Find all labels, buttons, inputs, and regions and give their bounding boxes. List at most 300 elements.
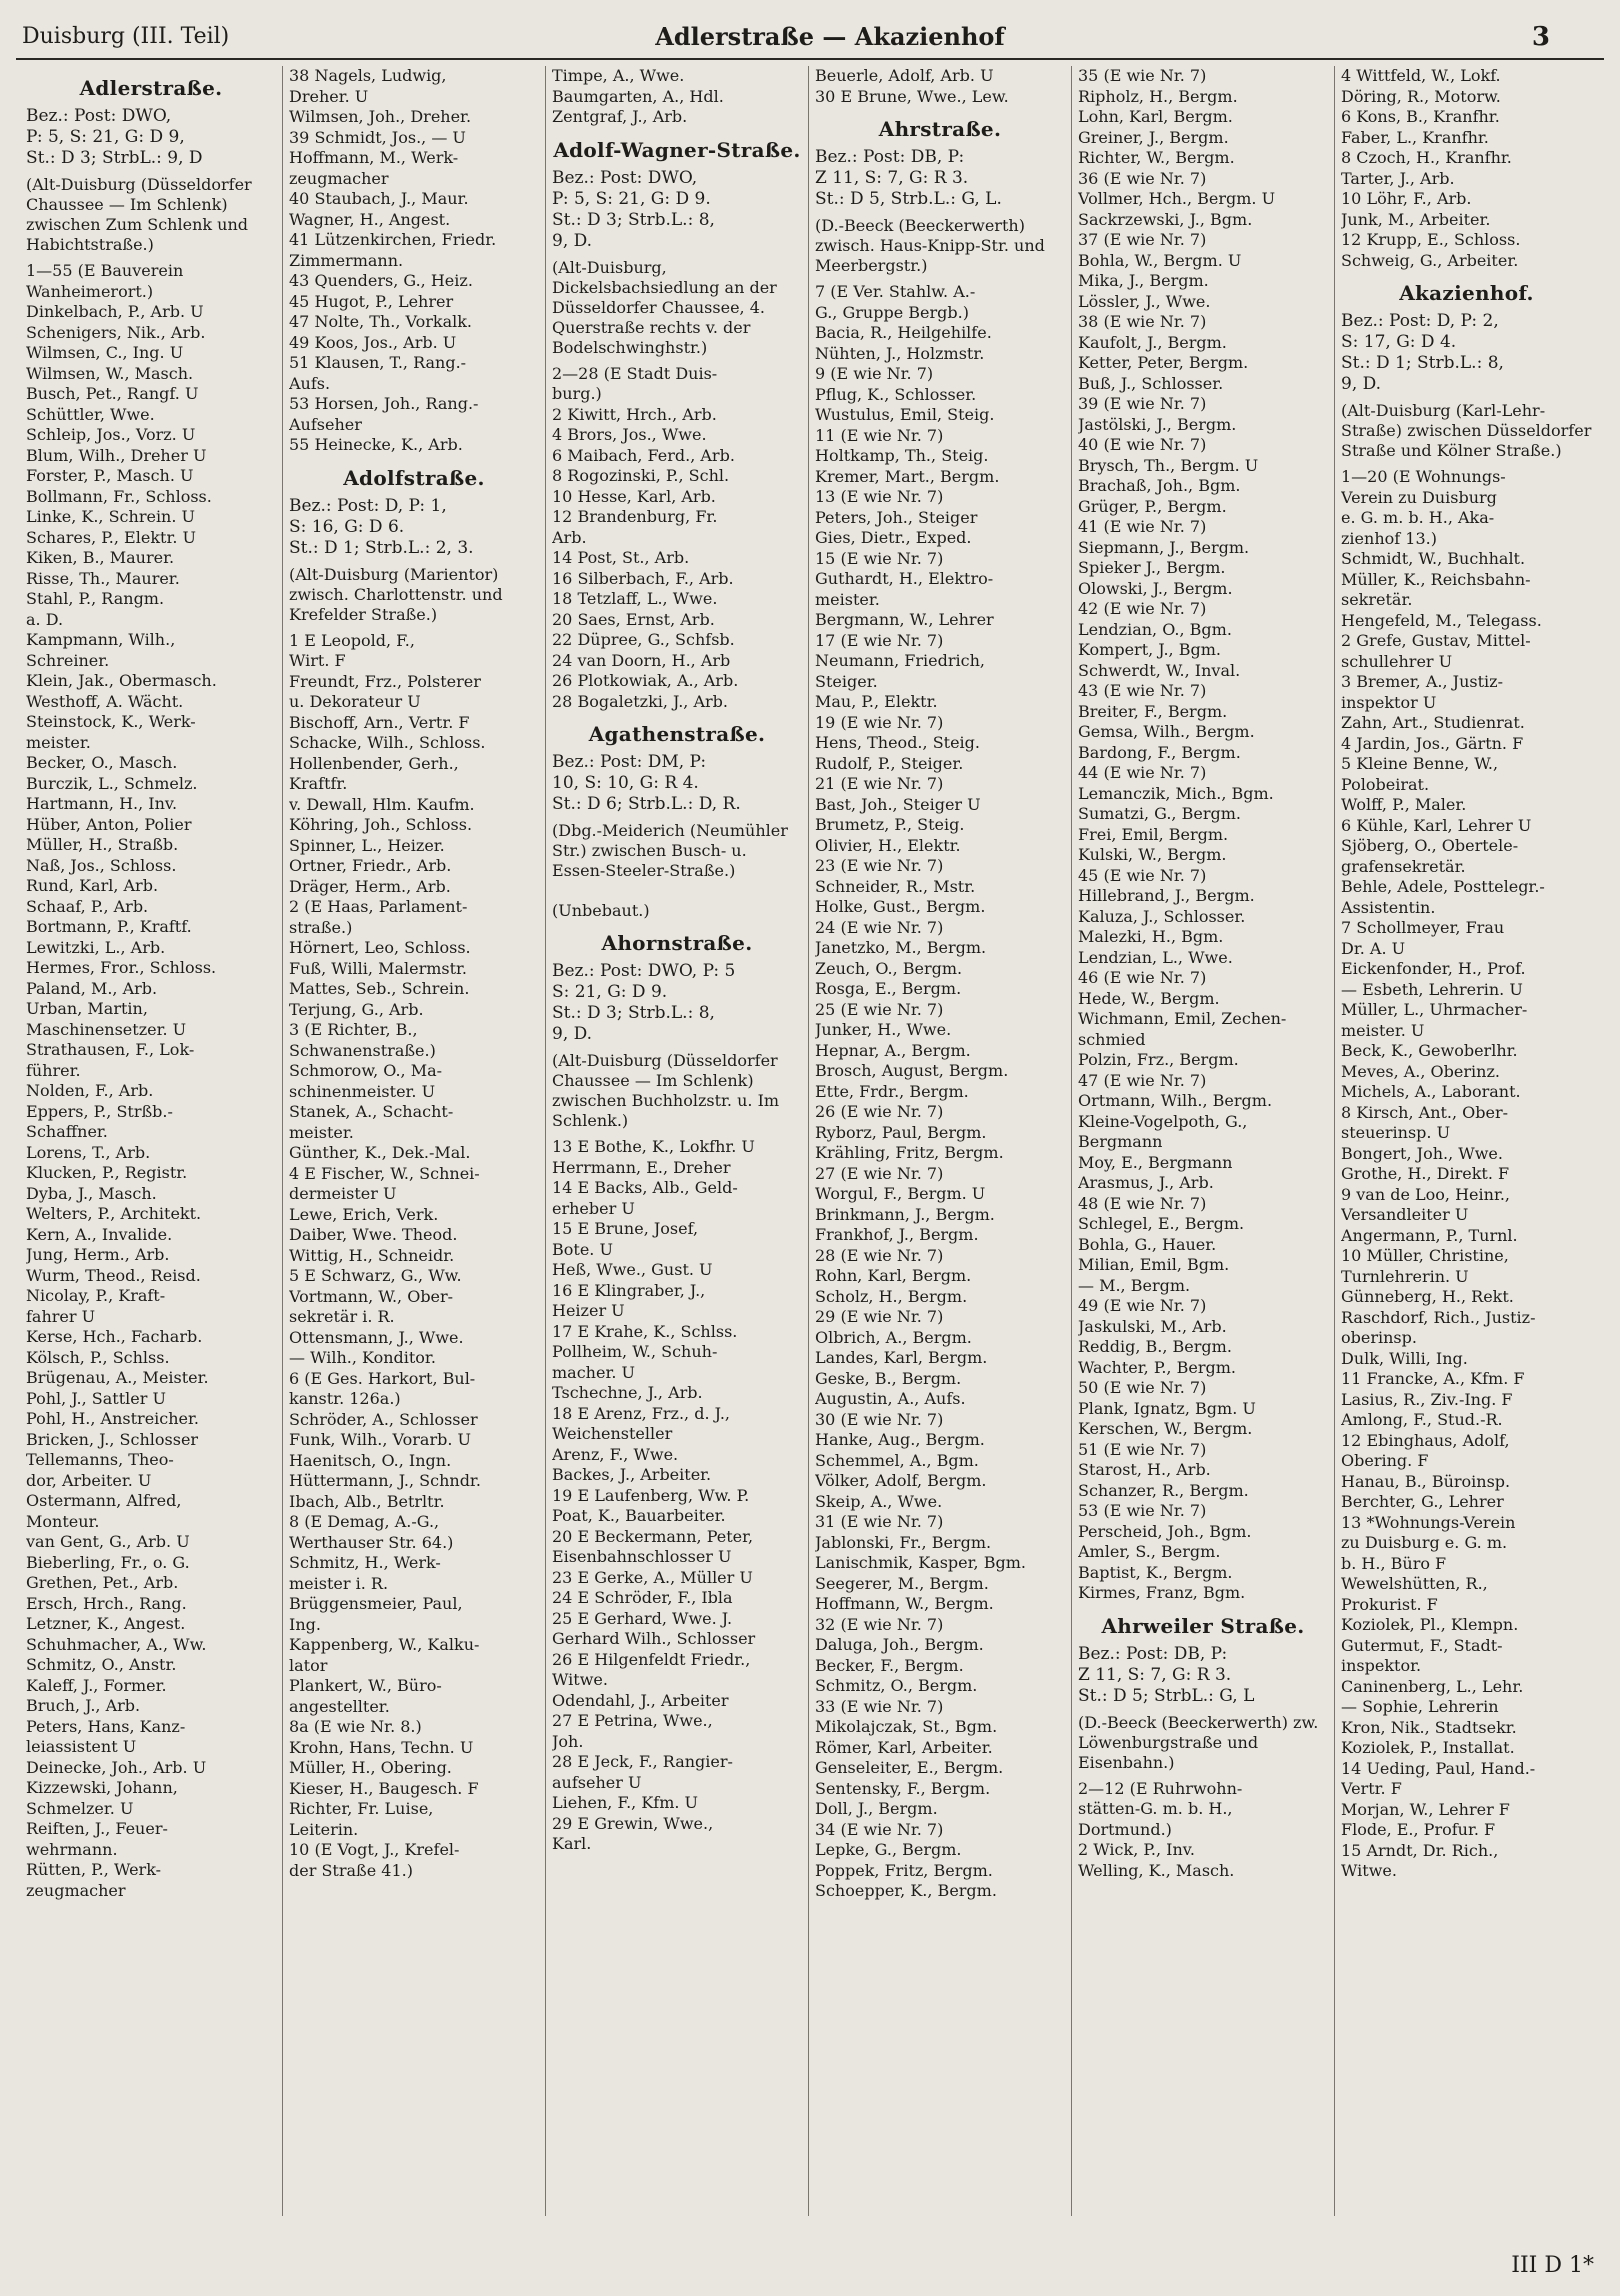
resident-entry: Zimmermann. bbox=[289, 250, 404, 270]
resident-entry: Lendzian, L., Wwe. bbox=[1078, 947, 1233, 967]
resident-entry: 38 Nagels, Ludwig, bbox=[289, 66, 447, 85]
resident-entry: steuerinsp. U bbox=[1341, 1123, 1451, 1142]
resident-entry: 14 Ueding, Paul, Hand.- bbox=[1341, 1758, 1536, 1778]
resident-entry: Hörnert, Leo, Schloss. bbox=[289, 938, 471, 957]
page-footer-code: III D 1* bbox=[1511, 2253, 1594, 2278]
resident-entry: zeugmacher bbox=[26, 1880, 126, 1900]
resident-entry: 20 E Beckermann, Peter, bbox=[552, 1526, 754, 1546]
resident-entry: Weichensteller bbox=[552, 1424, 673, 1443]
resident-entry: Wanheimerort.) bbox=[26, 281, 154, 301]
resident-entry: Perscheid, Joh., Bgm. bbox=[1078, 1521, 1252, 1541]
header-street-range: Adlerstraße — Akazienhof bbox=[655, 22, 1005, 51]
resident-entry: Hepnar, A., Bergm. bbox=[815, 1040, 971, 1060]
resident-entry: sekretär. bbox=[1341, 590, 1413, 609]
resident-entry: Hollenbender, Gerh., bbox=[289, 753, 459, 773]
resident-entry: Behle, Adele, Posttelegr.- bbox=[1341, 877, 1545, 896]
resident-entry: van Gent, G., Arb. U bbox=[26, 1532, 190, 1551]
resident-entry: 53 (E wie Nr. 7) bbox=[1078, 1501, 1207, 1520]
resident-entry: 31 (E wie Nr. 7) bbox=[815, 1512, 944, 1531]
resident-entry: Schleip, Jos., Vorz. U bbox=[26, 425, 196, 444]
directory-column bbox=[1335, 66, 1598, 2216]
resident-entry: dor, Arbeiter. U bbox=[26, 1470, 152, 1490]
resident-entry: Kerschen, W., Bergm. bbox=[1078, 1419, 1253, 1438]
resident-entry: Kremer, Mart., Bergm. bbox=[815, 466, 1000, 486]
resident-entry: Herrmann, E., Dreher bbox=[552, 1157, 731, 1177]
resident-entry: Arasmus, J., Arb. bbox=[1078, 1173, 1214, 1192]
resident-entry: Schaffner. bbox=[26, 1122, 108, 1141]
street-location-note: (Alt-Duisburg (Düsseldorfer Chaussee — Im Schlenk) zwischen Zum Schlenk und Habichtstraße.) bbox=[26, 175, 252, 254]
resident-entry: Paland, M., Arb. bbox=[26, 978, 158, 998]
resident-entry: Blum, Wilh., Dreher U bbox=[26, 445, 207, 465]
resident-entry: Obering. F bbox=[1341, 1451, 1429, 1470]
resident-entry: Witwe. bbox=[1341, 1861, 1397, 1880]
resident-entry: 12 Brandenburg, Fr. bbox=[552, 507, 718, 526]
resident-entry: Jastölski, J., Bergm. bbox=[1078, 414, 1237, 434]
resident-entry: Müller, H., Straßb. bbox=[26, 835, 179, 854]
resident-entry: 2 Kiwitt, Hrch., Arb. bbox=[552, 404, 717, 424]
resident-entry: burg.) bbox=[552, 384, 602, 403]
resident-entry: Mau, P., Elektr. bbox=[815, 692, 938, 711]
resident-entry: 25 (E wie Nr. 7) bbox=[815, 999, 944, 1019]
resident-entry: Bruch, J., Arb. bbox=[26, 1696, 141, 1715]
resident-entry: Bischoff, Arn., Vertr. F bbox=[289, 712, 470, 732]
resident-entry: macher. U bbox=[552, 1362, 635, 1382]
resident-entry: 26 E Hilgenfeldt Friedr., bbox=[552, 1649, 751, 1669]
resident-entry: 18 E Arenz, Frz., d. J., bbox=[552, 1403, 730, 1423]
resident-entry: Daluga, Joh., Bergm. bbox=[815, 1635, 984, 1654]
resident-entry: 19 E Laufenberg, Ww. P. bbox=[552, 1485, 750, 1505]
resident-entry: Scholz, H., Bergm. bbox=[815, 1286, 968, 1306]
resident-entry: Bergmann, W., Lehrer bbox=[815, 610, 994, 629]
resident-entry: fahrer U bbox=[26, 1306, 96, 1326]
resident-entry: Klein, Jak., Obermasch. bbox=[26, 671, 217, 690]
resident-entry: 43 (E wie Nr. 7) bbox=[1078, 681, 1207, 700]
resident-entry: Hillebrand, J., Bergm. bbox=[1078, 886, 1255, 905]
resident-entry: Plankert, W., Büro- bbox=[289, 1676, 442, 1695]
resident-entry: Nolden, F., Arb. bbox=[26, 1081, 154, 1100]
resident-entry: Brügenau, A., Meister. bbox=[26, 1368, 209, 1387]
resident-entry: Spieker J., Bergm. bbox=[1078, 558, 1226, 577]
resident-entry: Beck, K., Gewoberlhr. bbox=[1341, 1041, 1518, 1060]
resident-entry: Kompert, J., Bgm. bbox=[1078, 640, 1221, 659]
district-info: Bez.: Post: DB, P: Z 11, S: 7, G: R 3. St.: D 5, Strb.L.: G, L. bbox=[815, 147, 1002, 209]
resident-entry: Monteur. bbox=[26, 1511, 100, 1531]
resident-entry: Schmitz, O., Bergm. bbox=[815, 1676, 978, 1695]
resident-entry: Heizer U bbox=[552, 1301, 625, 1320]
resident-entry: meister. bbox=[289, 1122, 354, 1142]
resident-entry: Letzner, K., Angest. bbox=[26, 1614, 186, 1633]
resident-entry: 27 (E wie Nr. 7) bbox=[815, 1163, 944, 1183]
resident-entry: Lewitzki, L., Arb. bbox=[26, 937, 166, 957]
resident-entry: Verein zu Duisburg bbox=[1341, 487, 1497, 507]
resident-entry: 3 (E Richter, B., bbox=[289, 1020, 418, 1039]
resident-entry: 10 (E Vogt, J., Krefel- bbox=[289, 1840, 460, 1859]
district-info: Bez.: Post: DM, P: 10, S: 10, G: R 4. St.: D 6; Strb.L.: D, R. bbox=[552, 752, 741, 814]
resident-entry: Brachaß, Joh., Bgm. bbox=[1078, 476, 1241, 495]
resident-entry: Olbrich, A., Bergm. bbox=[815, 1327, 972, 1347]
resident-entry: 15 (E wie Nr. 7) bbox=[815, 548, 944, 568]
resident-entry: Schuhmacher, A., Ww. bbox=[26, 1634, 207, 1654]
resident-entry: Kron, Nik., Stadtsekr. bbox=[1341, 1717, 1517, 1737]
resident-entry: Nühten, J., Holzmstr. bbox=[815, 343, 985, 363]
resident-entry: Wustulus, Emil, Steig. bbox=[815, 405, 995, 424]
resident-entry: Hüttermann, J., Schndr. bbox=[289, 1471, 481, 1490]
resident-entry: führer. bbox=[26, 1060, 81, 1080]
resident-entry: Ette, Frdr., Bergm. bbox=[815, 1081, 969, 1101]
resident-entry: Seegerer, M., Bergm. bbox=[815, 1573, 989, 1593]
resident-entry: 30 E Brune, Wwe., Lew. bbox=[815, 86, 1009, 106]
resident-entry: Krohn, Hans, Techn. U bbox=[289, 1737, 474, 1757]
resident-entry: zu Duisburg e. G. m. bbox=[1341, 1533, 1508, 1552]
resident-entry: Beuerle, Adolf, Arb. U bbox=[815, 66, 994, 85]
resident-entry: Bote. U bbox=[552, 1239, 613, 1259]
resident-entry: Holke, Gust., Bergm. bbox=[815, 897, 986, 916]
resident-entry: grafensekretär. bbox=[1341, 856, 1466, 876]
resident-entry: 6 Maibach, Ferd., Arb. bbox=[552, 445, 735, 465]
resident-entry: 3 Bremer, A., Justiz- bbox=[1341, 672, 1503, 691]
resident-entry: 6 Kühle, Karl, Lehrer U bbox=[1341, 815, 1532, 835]
resident-entry: Vollmer, Hch., Bergm. U bbox=[1078, 189, 1276, 208]
resident-entry: Junker, H., Wwe. bbox=[815, 1020, 952, 1039]
resident-entry: Grothe, H., Direkt. F bbox=[1341, 1164, 1510, 1183]
resident-entry: 38 (E wie Nr. 7) bbox=[1078, 312, 1207, 331]
resident-entry: Bortmann, P., Kraftf. bbox=[26, 917, 192, 936]
resident-entry: 8 Kirsch, Ant., Ober- bbox=[1341, 1102, 1509, 1122]
resident-entry: Kerse, Hch., Facharb. bbox=[26, 1327, 203, 1346]
resident-entry: Mattes, Seb., Schrein. bbox=[289, 979, 470, 998]
resident-entry: Flode, E., Profur. F bbox=[1341, 1820, 1496, 1839]
resident-entry: Polobeirat. bbox=[1341, 774, 1430, 794]
resident-entry: Sentensky, F., Bergm. bbox=[815, 1778, 991, 1798]
resident-entry: Kölsch, P., Schlss. bbox=[26, 1347, 170, 1367]
resident-entry: Richter, W., Bergm. bbox=[1078, 148, 1235, 167]
resident-entry: Dortmund.) bbox=[1078, 1819, 1172, 1839]
resident-entry: Brüggensmeier, Paul, bbox=[289, 1594, 463, 1613]
resident-entry: Wilmsen, Joh., Dreher. bbox=[289, 107, 472, 126]
resident-entry: Ottensmann, J., Wwe. bbox=[289, 1327, 464, 1347]
resident-entry: Skeip, A., Wwe. bbox=[815, 1491, 943, 1511]
resident-entry: Schweig, G., Arbeiter. bbox=[1341, 250, 1519, 270]
resident-entry: Kampmann, Wilh., bbox=[26, 630, 176, 649]
resident-entry: 2 Grefe, Gustav, Mittel- bbox=[1341, 631, 1531, 650]
resident-entry: Tellemanns, Theo- bbox=[26, 1450, 174, 1469]
resident-entry: Schacke, Wilh., Schloss. bbox=[289, 733, 486, 752]
street-location-note: (Alt-Duisburg (Düsseldorfer Chaussee — Im Schlenk) zwischen Buchholzstr. u. Im Schlenk.) bbox=[552, 1051, 780, 1130]
resident-entry: 19 (E wie Nr. 7) bbox=[815, 712, 944, 732]
resident-entry: Schemmel, A., Bgm. bbox=[815, 1450, 979, 1470]
resident-entry: Pflug, K., Schlosser. bbox=[815, 384, 977, 404]
resident-entry: Steiger. bbox=[815, 671, 878, 691]
resident-entry: Schüttler, Wwe. bbox=[26, 404, 155, 424]
resident-entry: Prokurist. F bbox=[1341, 1594, 1438, 1614]
resident-entry: Steinstock, K., Werk- bbox=[26, 712, 196, 731]
resident-entry: Backes, J., Arbeiter. bbox=[552, 1465, 712, 1484]
resident-entry: 16 Silberbach, F., Arb. bbox=[552, 568, 734, 588]
resident-entry: Guthardt, H., Elektro- bbox=[815, 569, 994, 588]
resident-entry: Janetzko, M., Bergm. bbox=[815, 938, 987, 957]
resident-entry: 41 (E wie Nr. 7) bbox=[1078, 517, 1207, 536]
resident-entry: Hede, W., Bergm. bbox=[1078, 988, 1220, 1008]
resident-entry: Forster, P., Masch. U bbox=[26, 466, 194, 485]
resident-entry: 51 (E wie Nr. 7) bbox=[1078, 1439, 1207, 1459]
resident-entry: 21 (E wie Nr. 7) bbox=[815, 774, 944, 793]
resident-entry: Wilmsen, W., Masch. bbox=[26, 363, 194, 383]
district-info: Bez.: Post: DB, P: Z 11, S: 7, G: R 3. St.: D 5; StrbL.: G, L bbox=[1078, 1643, 1255, 1706]
resident-entry: Michels, A., Laborant. bbox=[1341, 1082, 1521, 1101]
resident-entry: Eisenbahnschlosser U bbox=[552, 1547, 732, 1566]
resident-entry: 41 Lützenkirchen, Friedr. bbox=[289, 230, 497, 249]
resident-entry: Bollmann, Fr., Schloss. bbox=[26, 486, 212, 506]
resident-entry: 2 (E Haas, Parlament- bbox=[289, 897, 468, 916]
resident-entry: 47 Nolte, Th., Vorkalk. bbox=[289, 312, 472, 331]
resident-entry: Schreiner. bbox=[26, 650, 110, 670]
resident-entry: Wewelshütten, R., bbox=[1341, 1574, 1488, 1593]
resident-entry: Lewe, Erich, Verk. bbox=[289, 1204, 439, 1224]
resident-entry: Kern, A., Invalide. bbox=[26, 1224, 173, 1244]
resident-entry: Rund, Karl, Arb. bbox=[26, 876, 159, 895]
resident-entry: Wagner, H., Angest. bbox=[289, 209, 451, 229]
resident-entry: Lorens, T., Arb. bbox=[26, 1142, 151, 1162]
resident-entry: Strathausen, F., Lok- bbox=[26, 1040, 195, 1059]
resident-entry: Bergmann bbox=[1078, 1132, 1163, 1151]
header-divider bbox=[16, 58, 1604, 60]
resident-entry: u. Dekorateur U bbox=[289, 692, 421, 711]
resident-entry: Frankhof, J., Bergm. bbox=[815, 1225, 979, 1244]
resident-entry: Heß, Wwe., Gust. U bbox=[552, 1260, 713, 1279]
resident-entry: Greiner, J., Bergm. bbox=[1078, 127, 1229, 147]
resident-entry: Kirmes, Franz, Bgm. bbox=[1078, 1583, 1246, 1602]
resident-entry: 1—20 (E Wohnungs- bbox=[1341, 467, 1506, 486]
resident-entry: Welling, K., Masch. bbox=[1078, 1860, 1235, 1880]
resident-entry: 6 Kons, B., Kranfhr. bbox=[1341, 107, 1500, 126]
resident-entry: 33 (E wie Nr. 7) bbox=[815, 1696, 944, 1716]
resident-entry: 9 van de Loo, Heinr., bbox=[1341, 1184, 1510, 1204]
resident-entry: 9 (E wie Nr. 7) bbox=[815, 364, 934, 383]
resident-entry: Bricken, J., Schlosser bbox=[26, 1429, 199, 1449]
resident-entry: 20 Saes, Ernst, Arb. bbox=[552, 609, 715, 629]
directory-column bbox=[20, 66, 283, 2216]
resident-entry: Tschechne, J., Arb. bbox=[552, 1383, 703, 1402]
resident-entry: 14 Post, St., Arb. bbox=[552, 548, 690, 567]
resident-entry: 53 Horsen, Joh., Rang.- bbox=[289, 394, 479, 413]
resident-entry: Wichmann, Emil, Zechen- bbox=[1078, 1009, 1287, 1028]
resident-entry: Brinkmann, J., Bergm. bbox=[815, 1204, 995, 1224]
resident-entry: Nicolay, P., Kraft- bbox=[26, 1286, 166, 1305]
resident-entry: 26 Plotkowiak, A., Arb. bbox=[552, 671, 739, 690]
resident-entry: 36 (E wie Nr. 7) bbox=[1078, 168, 1207, 188]
resident-entry: 16 E Klingraber, J., bbox=[552, 1280, 706, 1300]
district-info: Bez.: Post: D, P: 1, S: 16, G: D 6. St.: D 1; Strb.L.: 2, 3. bbox=[289, 495, 474, 558]
resident-entry: straße.) bbox=[289, 917, 353, 937]
resident-entry: Koziolek, P., Installat. bbox=[1341, 1738, 1515, 1757]
resident-entry: 15 E Brune, Josef, bbox=[552, 1219, 699, 1238]
resident-entry: Angermann, P., Turnl. bbox=[1341, 1225, 1518, 1245]
resident-entry: Dinkelbach, P., Arb. U bbox=[26, 302, 204, 321]
resident-entry: Kaleff, J., Former. bbox=[26, 1675, 167, 1695]
resident-entry: Versandleiter U bbox=[1341, 1205, 1469, 1224]
resident-entry: Zeuch, O., Bergm. bbox=[815, 958, 963, 978]
resident-entry: Westhoff, A. Wächt. bbox=[26, 691, 184, 711]
resident-entry: Wachter, P., Bergm. bbox=[1078, 1357, 1236, 1377]
resident-entry: Ripholz, H., Bergm. bbox=[1078, 86, 1238, 106]
resident-entry: inspektor U bbox=[1341, 692, 1437, 712]
resident-entry: 30 (E wie Nr. 7) bbox=[815, 1409, 944, 1429]
resident-entry: Schmelzer. U bbox=[26, 1798, 134, 1818]
resident-entry: Ortner, Friedr., Arb. bbox=[289, 856, 452, 875]
resident-entry: Lössler, J., Wwe. bbox=[1078, 291, 1211, 311]
resident-entry: Buß, J., Schlosser. bbox=[1078, 373, 1224, 393]
resident-entry: Holtkamp, Th., Steig. bbox=[815, 446, 989, 465]
resident-entry: Pohl, J., Sattler U bbox=[26, 1388, 166, 1408]
resident-entry: 5 E Schwarz, G., Ww. bbox=[289, 1266, 462, 1285]
resident-entry: Gies, Dietr., Exped. bbox=[815, 528, 972, 547]
resident-entry: Meves, A., Oberinz. bbox=[1341, 1061, 1500, 1081]
resident-entry: Lanischmik, Kasper, Bgm. bbox=[815, 1553, 1026, 1572]
resident-entry: Peters, Joh., Steiger bbox=[815, 507, 978, 527]
resident-entry: angestellter. bbox=[289, 1696, 390, 1716]
resident-entry: Stanek, A., Schacht- bbox=[289, 1102, 454, 1121]
resident-entry: Becker, F., Bergm. bbox=[815, 1655, 964, 1675]
street-location-note: (D.-Beeck (Beeckerwerth) zw. Löwenburgstraße und Eisenbahn.) bbox=[1078, 1712, 1319, 1772]
resident-entry: leiassistent U bbox=[26, 1737, 137, 1756]
resident-entry: Gemsa, Wilh., Bergm. bbox=[1078, 722, 1255, 741]
resident-entry: 1 E Leopold, F., bbox=[289, 630, 415, 650]
resident-entry: Lasius, R., Ziv.-Ing. F bbox=[1341, 1389, 1513, 1409]
resident-entry: Römer, Karl, Arbeiter. bbox=[815, 1737, 993, 1757]
resident-entry: Wittig, H., Schneidr. bbox=[289, 1245, 455, 1265]
street-location-note: (Alt-Duisburg (Marientor) zwisch. Charlottenstr. und Krefelder Straße.) bbox=[289, 564, 503, 624]
resident-entry: 2—12 (E Ruhrwohn- bbox=[1078, 1778, 1243, 1798]
resident-entry: 28 (E wie Nr. 7) bbox=[815, 1245, 944, 1265]
resident-entry: 39 Schmidt, Jos., — U bbox=[289, 127, 466, 147]
resident-entry: Terjung, G., Arb. bbox=[289, 999, 424, 1019]
resident-entry: Linke, K., Schrein. U bbox=[26, 507, 196, 526]
resident-entry: Caninenberg, L., Lehr. bbox=[1341, 1676, 1524, 1696]
resident-entry: Schanzer, R., Bergm. bbox=[1078, 1480, 1249, 1500]
resident-entry: zienhof 13.) bbox=[1341, 528, 1437, 548]
resident-entry: Ibach, Alb., Betrltr. bbox=[289, 1491, 445, 1511]
resident-entry: 5 Kleine Benne, W., bbox=[1341, 754, 1499, 773]
resident-entry: Moy, E., Bergmann bbox=[1078, 1152, 1233, 1172]
resident-entry: — M., Bergm. bbox=[1078, 1275, 1191, 1295]
resident-entry: 18 Tetzlaff, L., Wwe. bbox=[552, 589, 718, 608]
resident-entry: Schmitz, O., Anstr. bbox=[26, 1655, 177, 1674]
resident-entry: 13 E Bothe, K., Lokfhr. U bbox=[552, 1137, 755, 1156]
resident-entry: Schenigers, Nik., Arb. bbox=[26, 322, 206, 342]
resident-entry: Schoepper, K., Bergm. bbox=[815, 1881, 997, 1900]
resident-entry: meister. bbox=[815, 589, 880, 609]
resident-entry: 4 Wittfeld, W., Lokf. bbox=[1341, 66, 1501, 85]
resident-entry: Starost, H., Arb. bbox=[1078, 1460, 1211, 1479]
resident-entry: Bohla, G., Hauer. bbox=[1078, 1234, 1217, 1254]
resident-entry: 40 (E wie Nr. 7) bbox=[1078, 435, 1207, 454]
resident-entry: v. Dewall, Hlm. Kaufm. bbox=[289, 794, 475, 814]
resident-entry: Hanke, Aug., Bergm. bbox=[815, 1430, 985, 1449]
resident-entry: 29 (E wie Nr. 7) bbox=[815, 1307, 944, 1326]
resident-entry: 4 E Fischer, W., Schnei- bbox=[289, 1163, 480, 1183]
resident-entry: Vortmann, W., Ober- bbox=[289, 1286, 454, 1306]
resident-entry: schullehrer U bbox=[1341, 651, 1453, 671]
resident-entry: der Straße 41.) bbox=[289, 1860, 413, 1880]
district-info: Bez.: Post: DWO, P: 5, S: 21, G: D 9. St.: D 3; Strb.L.: 8, 9, D. bbox=[552, 167, 715, 251]
resident-entry: — Sophie, Lehrerin bbox=[1341, 1697, 1499, 1716]
resident-entry: Döring, R., Motorw. bbox=[1341, 86, 1501, 106]
resident-entry: 27 E Petrina, Wwe., bbox=[552, 1711, 713, 1730]
page-number: 3 bbox=[1531, 22, 1550, 52]
resident-entry: Bohla, W., Bergm. U bbox=[1078, 250, 1242, 270]
resident-entry: Rosga, E., Bergm. bbox=[815, 979, 962, 998]
resident-entry: 7 (E Ver. Stahlw. A.- bbox=[815, 282, 976, 301]
resident-entry: 55 Heinecke, K., Arb. bbox=[289, 435, 463, 454]
resident-entry: Welters, P., Architekt. bbox=[26, 1204, 202, 1223]
resident-entry: Raschdorf, Rich., Justiz- bbox=[1341, 1307, 1536, 1327]
resident-entry: Kaluza, J., Schlosser. bbox=[1078, 906, 1246, 926]
resident-entry: Grüger, P., Bergm. bbox=[1078, 496, 1227, 516]
resident-entry: Leiterin. bbox=[289, 1819, 359, 1839]
resident-entry: 28 Bogaletzki, J., Arb. bbox=[552, 691, 729, 711]
directory-column bbox=[809, 66, 1072, 2216]
resident-entry: Busch, Pet., Rangf. U bbox=[26, 384, 199, 403]
resident-entry: Hermes, Fror., Schloss. bbox=[26, 958, 217, 977]
resident-entry: Müller, L., Uhrmacher- bbox=[1341, 1000, 1528, 1019]
street-heading: Adolf-Wagner-Straße. bbox=[553, 137, 801, 162]
resident-entry: 45 Hugot, P., Lehrer bbox=[289, 291, 454, 311]
resident-entry: Landes, Karl, Bergm. bbox=[815, 1348, 988, 1367]
resident-entry: lator bbox=[289, 1655, 328, 1675]
resident-entry: Sjöberg, O., Obertele- bbox=[1341, 836, 1519, 855]
resident-entry: 2—28 (E Stadt Duis- bbox=[552, 363, 718, 383]
street-location-note: (Dbg.-Meiderich (Neumühler Str.) zwischen Busch- u. Essen-Steeler-Straße.) (Unbebaut.) bbox=[552, 821, 788, 920]
resident-entry: Naß, Jos., Schloss. bbox=[26, 855, 177, 875]
resident-entry: Jaskulski, M., Arb. bbox=[1078, 1316, 1227, 1336]
resident-entry: stätten-G. m. b. H., bbox=[1078, 1799, 1233, 1818]
resident-entry: Schlegel, E., Bergm. bbox=[1078, 1214, 1245, 1233]
resident-entry: Malezki, H., Bgm. bbox=[1078, 927, 1224, 946]
directory-column bbox=[546, 66, 809, 2216]
resident-entry: Pollheim, W., Schuh- bbox=[552, 1342, 718, 1361]
resident-entry: a. D. bbox=[26, 609, 64, 629]
resident-entry: Kaufolt, J., Bergm. bbox=[1078, 332, 1227, 352]
resident-entry: Günther, K., Dek.-Mal. bbox=[289, 1143, 471, 1162]
resident-entry: 4 Jardin, Jos., Gärtn. F bbox=[1341, 733, 1524, 753]
resident-entry: Schwanenstraße.) bbox=[289, 1040, 436, 1060]
resident-entry: Turnlehrerin. U bbox=[1341, 1266, 1469, 1286]
resident-entry: Odendahl, J., Arbeiter bbox=[552, 1690, 729, 1710]
resident-entry: Morjan, W., Lehrer F bbox=[1341, 1799, 1510, 1819]
resident-entry: Olivier, H., Elektr. bbox=[815, 835, 961, 855]
street-location-note: (D.-Beeck (Beeckerwerth) zwisch. Haus-Knipp-Str. und Meerbergstr.) bbox=[815, 216, 1045, 275]
resident-entry: 49 (E wie Nr. 7) bbox=[1078, 1296, 1207, 1315]
resident-entry: meister. bbox=[26, 732, 91, 752]
resident-entry: Haenitsch, O., Ingn. bbox=[289, 1450, 452, 1470]
resident-entry: e. G. m. b. H., Aka- bbox=[1341, 508, 1495, 527]
resident-entry: 51 Klausen, T., Rang.- bbox=[289, 353, 467, 372]
resident-entry: 8 (E Demag, A.-G., bbox=[289, 1512, 440, 1531]
resident-entry: Frei, Emil, Bergm. bbox=[1078, 824, 1229, 844]
resident-entry: 37 (E wie Nr. 7) bbox=[1078, 230, 1207, 249]
resident-entry: Hartmann, H., Inv. bbox=[26, 794, 178, 813]
resident-entry: Assistentin. bbox=[1341, 897, 1436, 917]
resident-entry: Faber, L., Kranfhr. bbox=[1341, 127, 1489, 147]
resident-entry: Bast, Joh., Steiger U bbox=[815, 794, 981, 814]
resident-entry: Aufs. bbox=[289, 373, 331, 393]
resident-entry: 22 Düpree, G., Schfsb. bbox=[552, 630, 735, 649]
resident-entry: Köhring, Joh., Schloss. bbox=[289, 815, 473, 834]
resident-entry: 12 Ebinghaus, Adolf, bbox=[1341, 1430, 1510, 1450]
resident-entry: Grethen, Pet., Arb. bbox=[26, 1573, 179, 1592]
resident-entry: wehrmann. bbox=[26, 1839, 118, 1859]
resident-entry: Freundt, Frz., Polsterer bbox=[289, 671, 481, 691]
